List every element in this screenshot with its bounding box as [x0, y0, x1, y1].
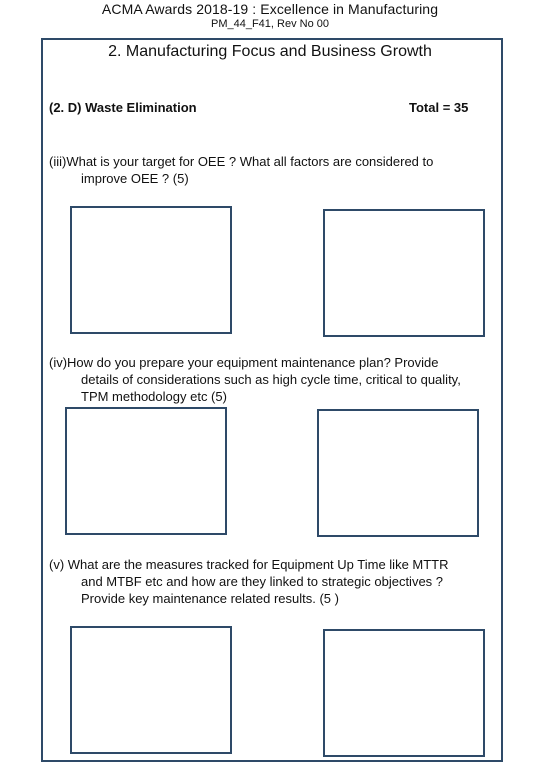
document-form-code: PM_44_F41, Rev No 00: [210, 18, 329, 30]
question-iii-line-1: (iii)What is your target for OEE ? What all factors are considered to: [49, 154, 434, 169]
question-iv-line-1: (iv)How do you prepare your equipment maintenance plan? Provide: [49, 355, 439, 370]
question-iii-line-2: improve OEE ? (5): [81, 171, 189, 186]
answer-box-iv-left[interactable]: [65, 407, 227, 535]
question-iv-line-2: details of considerations such as high cycle time, critical to quality,: [81, 372, 461, 387]
document-header-title: ACMA Awards 2018-19 : Excellence in Manufacturing: [101, 1, 439, 17]
answer-box-iv-right[interactable]: [317, 409, 479, 537]
question-v-line-2: and MTBF etc and how are they linked to strategic objectives ?: [81, 574, 444, 589]
answer-box-v-left[interactable]: [70, 626, 232, 754]
question-v: [49, 556, 499, 607]
answer-box-v-right[interactable]: [323, 629, 485, 757]
section-title: 2. Manufacturing Focus and Business Growth: [108, 43, 432, 60]
question-v-line-1: (v) What are the measures tracked for Equipment Up Time like MTTR: [49, 557, 449, 572]
total-score: Total = 35: [409, 100, 469, 115]
question-v-line-3: Provide key maintenance related results. (5 ): [81, 591, 339, 606]
subsection-heading: (2. D) Waste Elimination: [49, 100, 197, 115]
question-iii: [49, 153, 499, 187]
question-iv: [49, 354, 499, 405]
answer-box-iii-left[interactable]: [70, 206, 232, 334]
answer-box-iii-right[interactable]: [323, 209, 485, 337]
question-iv-line-3: TPM methodology etc (5): [81, 389, 227, 404]
